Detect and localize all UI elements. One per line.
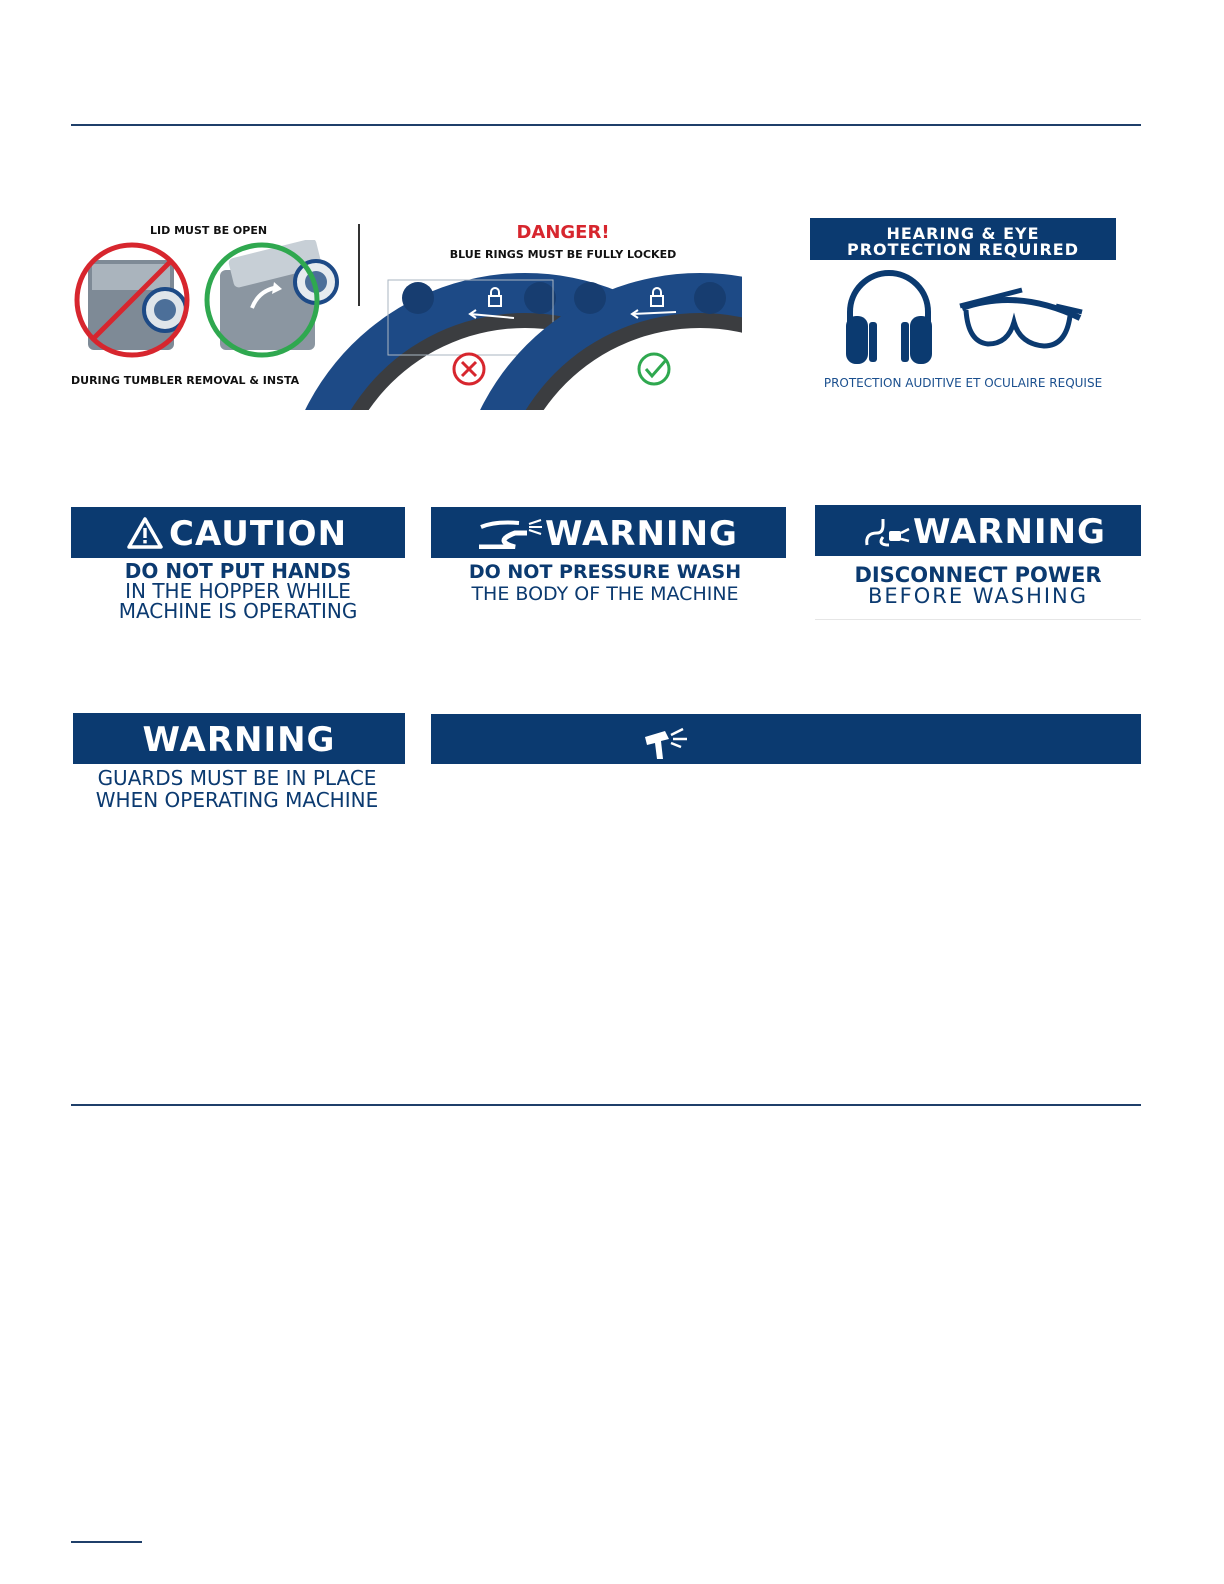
spray-gun-banner: [431, 714, 1141, 764]
pressure-wash-header: [431, 507, 786, 558]
spray-gun-icon: [643, 727, 689, 761]
danger-title: DANGER!: [516, 222, 610, 243]
pressure-wash-line2: THE BODY OF THE MACHINE: [471, 583, 739, 605]
danger-rings-decal: [270, 218, 742, 410]
footer-short-rule: [71, 1541, 142, 1543]
guards-line1: GUARDS MUST BE IN PLACE: [97, 766, 377, 790]
hearing-eye-sign: [810, 218, 1116, 393]
hearing-eye-header: [810, 218, 1116, 260]
headphones-icon: [840, 266, 938, 370]
lid-decal-bottom-label: DURING TUMBLER REMOVAL & INSTA: [71, 374, 300, 387]
top-divider: [71, 124, 1141, 126]
blue-rings-illustration: [270, 268, 742, 410]
unplugged-cord-icon: [863, 515, 911, 549]
warning-triangle-icon: [127, 517, 163, 549]
guards-header: [73, 713, 405, 764]
danger-subtitle: BLUE RINGS MUST BE FULLY LOCKED: [449, 248, 677, 261]
safety-glasses-icon: [958, 284, 1086, 364]
hearing-eye-title-line1: HEARING & EYE: [886, 224, 1040, 243]
pressure-wash-header-text: WARNING: [545, 514, 738, 554]
guards-header-text: WARNING: [142, 720, 336, 760]
caution-header-text: CAUTION: [169, 514, 348, 554]
x-mark-icon: [454, 354, 484, 384]
disconnect-line2: BEFORE WASHING: [867, 584, 1089, 608]
guards-line2: WHEN OPERATING MACHINE: [95, 788, 379, 812]
caution-line3: MACHINE IS OPERATING: [118, 599, 358, 623]
hearing-eye-french: PROTECTION AUDITIVE ET OCULAIRE REQUISE: [823, 376, 1103, 390]
caution-header: [71, 507, 405, 558]
caution-sign: [71, 507, 405, 627]
disconnect-header-text: WARNING: [913, 512, 1106, 552]
pressure-washer-icon: [475, 517, 545, 549]
disconnect-header: [815, 505, 1141, 556]
lid-decal-top-label: LID MUST BE OPEN: [150, 224, 268, 237]
check-mark-icon: [639, 354, 669, 384]
pressure-wash-line1: DO NOT PRESSURE WASH: [468, 561, 742, 583]
bottom-divider: [71, 1104, 1141, 1106]
closed-lid-prohibited-icon: [77, 245, 187, 355]
disconnect-power-sign: [815, 505, 1141, 620]
caution-line1: DO NOT PUT HANDS: [124, 559, 352, 583]
caution-line2: IN THE HOPPER WHILE: [125, 579, 351, 603]
hearing-eye-title-line2: PROTECTION REQUIRED: [847, 240, 1079, 259]
disconnect-line1: DISCONNECT POWER: [854, 563, 1102, 587]
guards-sign: [73, 713, 405, 813]
pressure-wash-sign: [431, 507, 786, 617]
